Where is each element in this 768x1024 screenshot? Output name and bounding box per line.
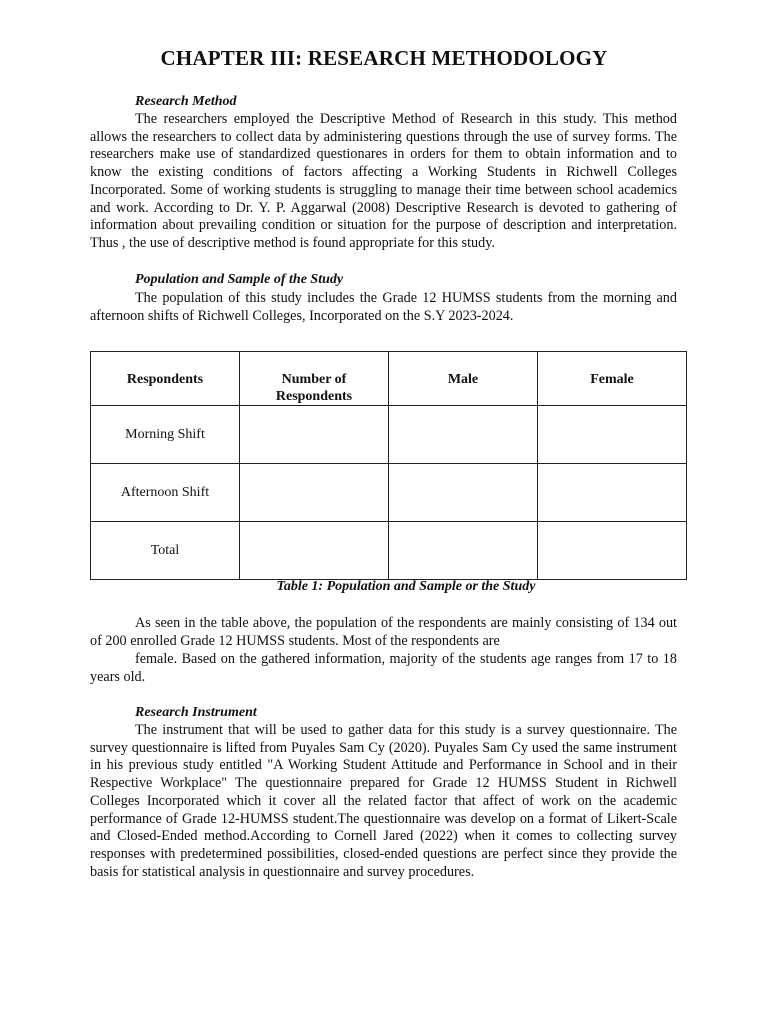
- research-instrument-paragraph: The instrument that will be used to gather data for this study is a survey questionnaire. The survey questionnaire is lifted from Puyales Sam Cy (2020). Puyales Sam Cy used the same instrument in his previous study entitled "A Working Student Attitude and Performance in School and in their Respective Workplace" The questionnaire prepared for Grade 12 HUMSS Student in Richwell Colleges Incorporated which it cover all the related factor that affect of work on the academic performance of Grade 12-HUMSS student.The questionnaire was develop on a format of Likert-Scale and Closed-Ended method.According to Cornell Jared (2022) when it comes to collecting survey responses with predetermined possibilities, closed-ended questions are perfect since they provide the basis for statistical analysis in questionnaire and survey procedures.: [90, 722, 677, 880]
- discussion-paragraph-part2: female. Based on the gathered information, majority of the students age ranges from 17 to 18 years old.: [90, 651, 677, 685]
- row-label-afternoon: Afternoon Shift: [91, 464, 240, 522]
- research-method-heading: Research Method: [135, 94, 237, 109]
- row-label-total: Total: [91, 522, 240, 580]
- population-paragraph: The population of this study includes the Grade 12 HUMSS students from the morning and afternoon shifts of Richwell Colleges, Incorporated on the S.Y 2023-2024.: [90, 290, 677, 324]
- cell-number: [240, 522, 389, 580]
- header-male: Male: [389, 352, 538, 406]
- cell-female: [538, 464, 687, 522]
- research-method-paragraph: The researchers employed the Descriptive Method of Research in this study. This method allows the researchers to collect data by administering questions through the use of survey forms. The researchers make use of standardized questionares in orders for them to obtain information and to know the existing conditions of factors affecting a Working Students in Richwell Colleges Incorporated. Some of working students is struggling to manage their time between school academics and work. According to Dr. Y. P. Aggarwal (2008) Descriptive Research is devoted to gathering of information about prevailing condition or situation for the purpose of description and interpretation. Thus , the use of descriptive method is found appropriate for this study.: [90, 111, 677, 251]
- header-female: Female: [538, 352, 687, 406]
- table-row: [91, 406, 687, 464]
- cell-number: [240, 464, 389, 522]
- cell-male: [389, 522, 538, 580]
- population-heading: Population and Sample of the Study: [135, 272, 344, 287]
- table-header-row: [91, 352, 687, 406]
- cell-female: [538, 406, 687, 464]
- header-number-text: Number of Respondents: [275, 372, 353, 404]
- table-row: [91, 464, 687, 522]
- research-instrument-heading: Research Instrument: [135, 705, 257, 720]
- cell-number: [240, 406, 389, 464]
- table-caption: Table 1: Population and Sample or the Study: [276, 579, 536, 594]
- header-respondents: Respondents: [91, 352, 240, 406]
- table-row: [91, 522, 687, 580]
- cell-female: [538, 522, 687, 580]
- cell-male: [389, 406, 538, 464]
- header-number-of-respondents: [240, 352, 389, 406]
- population-table: [90, 351, 687, 580]
- row-label-morning: Morning Shift: [91, 406, 240, 464]
- cell-male: [389, 464, 538, 522]
- discussion-paragraph-part1: As seen in the table above, the population of the respondents are mainly consisting of 134 out of 200 enrolled Grade 12 HUMSS students. Most of the respondents are: [90, 615, 677, 649]
- page-title: CHAPTER III: RESEARCH METHODOLOGY: [160, 46, 608, 70]
